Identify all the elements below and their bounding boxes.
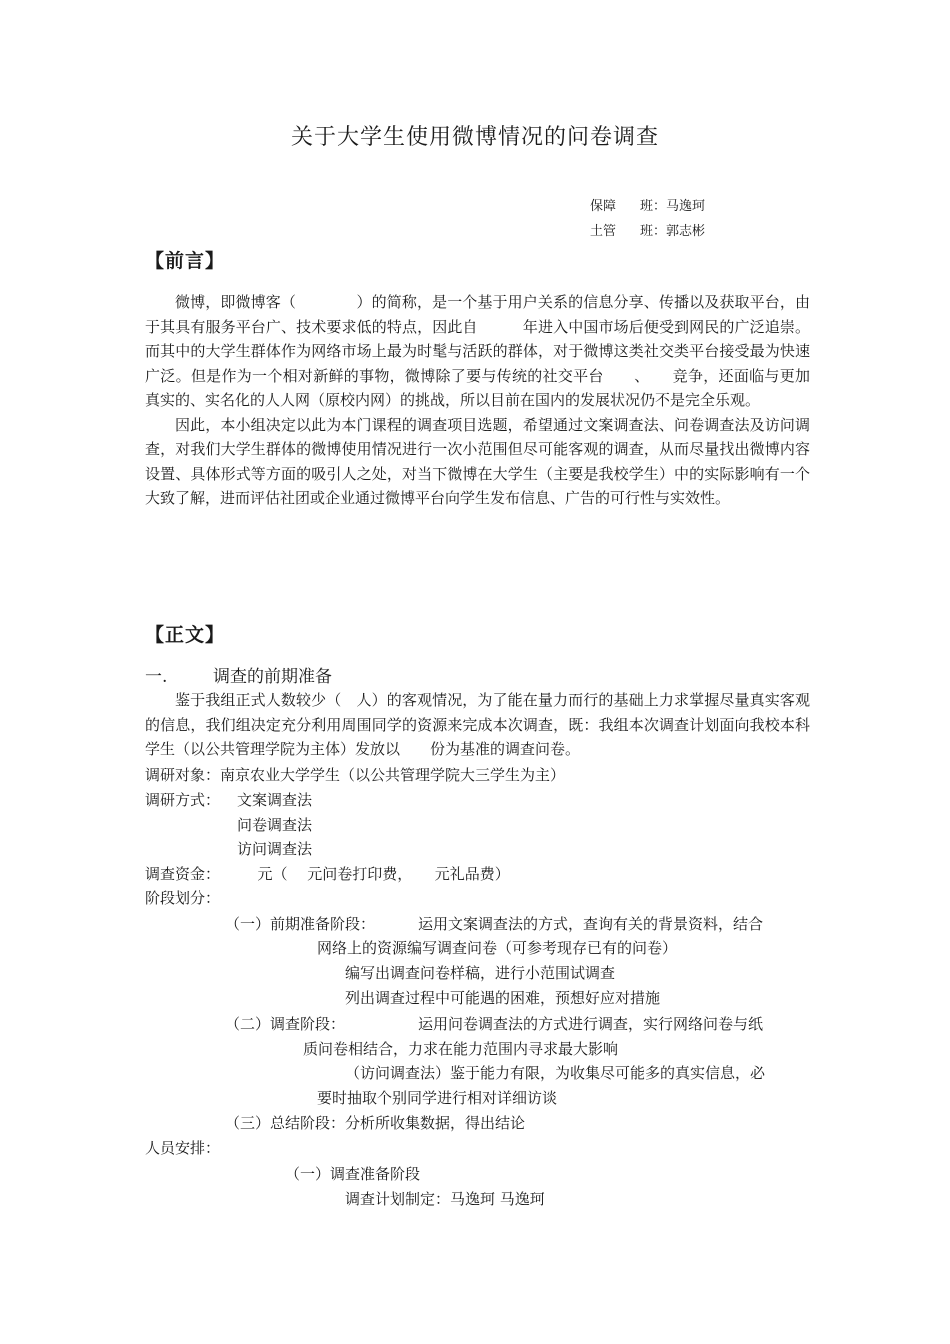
body-heading: 【正文】	[145, 624, 226, 646]
stage2-line: （访问调查法）鉴于能力有限，为收集尽可能多的真实信息，必	[345, 1064, 766, 1082]
intro-paragraph	[145, 688, 810, 762]
staff-stage: （一）调查准备阶段	[285, 1165, 421, 1183]
stage1-label: （一）前期准备阶段：	[225, 915, 376, 933]
staff-plan: 调查计划制定：马逸珂 马逸珂	[345, 1190, 545, 1208]
stage2-line: 质问卷相结合，力求在能力范围内寻求最大影响	[303, 1040, 619, 1058]
preface-paragraph-1: 微博，即微博客（ ）的简称，是一个基于用户关系的信息分享、传播以及获取平台，由于其具有服务平台广、技术要求低的特点，因此自 年进入中国市场后便受到网民的广泛追崇。 而其中的大学生群体作为网络市场上最为时髦与活跃的群体，对于微博这类社交类平台接受最为快速广泛。但是作为一个相对新鲜的事物，微博除了要与传统的社交平台 、 竞争，还面临与更加真实的、实名化的人人网（原校内网）的挑战，所以目前在国内的发展状况仍不是完全乐观。	[145, 293, 810, 409]
method-item: 文案调查法	[237, 791, 313, 809]
methods-label: 调研方式：	[145, 791, 221, 809]
intro-text: 鉴于我组正式人数较少（ 人）的客观情况，为了能在量力而行的基础上力求掌握尽量真实客观的信息，我们组决定充分利用周围同学的资源来完成本次调查，既：我组本次调查计划面向我校本科学生（以公共管理学院为主体）发放以 份为基准的调查问卷。	[145, 691, 810, 758]
method-item: 访问调查法	[237, 840, 313, 858]
stage1-line: 列出调查过程中可能遇的困难，预想好应对措施	[345, 989, 661, 1007]
funds-line: 调查资金： 元（ 元问卷打印费， 元礼品费）	[145, 865, 510, 883]
stage2-line: 运用问卷调查法的方式进行调查，实行网络问卷与纸	[418, 1015, 764, 1033]
stage3-line: （三）总结阶段：分析所收集数据，得出结论	[225, 1114, 526, 1132]
stage1-line: 运用文案调查法的方式，查询有关的背景资料，结合	[418, 915, 764, 933]
subsection-title: 调查的前期准备	[213, 667, 332, 687]
author-dept: 土管	[590, 224, 617, 239]
stage2-line: 要时抽取个别同学进行相对详细访谈	[317, 1089, 558, 1107]
staff-label: 人员安排：	[145, 1139, 221, 1157]
method-item: 问卷调查法	[237, 816, 313, 834]
preface-paragraph-2: 因此，本小组决定以此为本门课程的调查项目选题，希望通过文案调查法、问卷调查法及访问调查，对我们大学生群体的微博使用情况进行一次小范围但尽可能客观的调查，从而尽量找出微博内容设置、具体形式等方面的吸引人之处，对当下微博在大学生（主要是我校学生）中的实际影响有一个大致了解，进而评估社团或企业通过微博平台向学生发布信息、广告的可行性与实效性。	[145, 415, 810, 507]
author-line-1	[590, 195, 705, 214]
stages-label: 阶段划分：	[145, 889, 221, 907]
author-line-2	[590, 220, 705, 239]
document-title: 关于大学生使用微博情况的问卷调查	[290, 125, 659, 150]
author-dept: 保障	[590, 199, 617, 214]
stage1-line: 编写出调查问卷样稿，进行小范围试调查	[345, 964, 616, 982]
research-target: 调研对象：南京农业大学学生（以公共管理学院大三学生为主）	[145, 766, 566, 784]
preface-heading: 【前言】	[145, 250, 226, 272]
preface-body	[145, 290, 810, 511]
author-class-name: 班：马逸珂	[640, 199, 706, 214]
subsection-number: 一.	[145, 667, 168, 687]
stage2-label: （二）调查阶段：	[225, 1015, 346, 1033]
author-class-name: 班：郭志彬	[640, 224, 706, 239]
stage1-line: 网络上的资源编写调查问卷（可参考现存已有的问卷）	[317, 939, 678, 957]
